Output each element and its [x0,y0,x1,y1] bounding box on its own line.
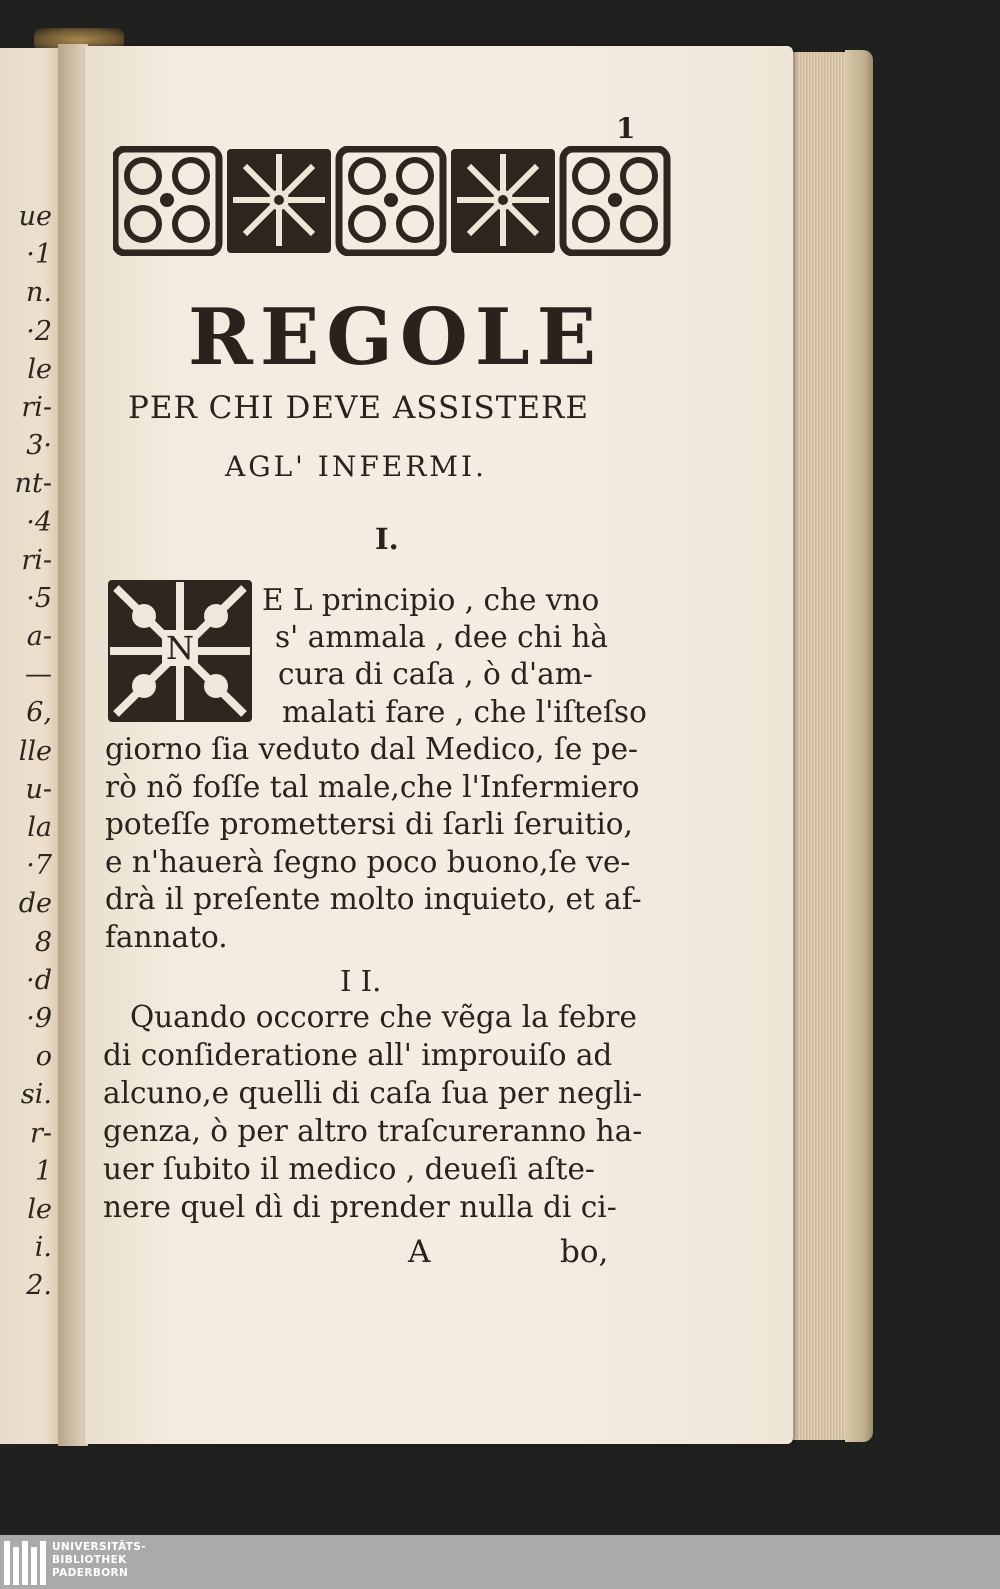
subtitle-line-1: PER CHI DEVE ASSISTERE [128,390,589,426]
left-edge-fragment: a- [26,621,52,653]
left-edge-fragment: ·d [26,964,52,996]
text-line: cura di caſa , ò d'am- [278,657,593,691]
left-edge-fragment: 6, [26,697,52,729]
text-line: malati fare , che l'iſteſso [282,695,647,729]
left-edge-fragment: de [18,888,52,920]
text-line: giorno ſia veduto dal Medico, ſe pe- [105,732,639,766]
text-line: poteſſe promettersi di ſarli ſeruitio, [105,807,633,841]
text-line: drà il preſente molto inquieto, et af- [105,882,642,916]
section-number-1: I. [375,522,399,556]
text-line: di conſideratione all' improuiſo ad [103,1038,613,1072]
left-edge-fragment: 2. [26,1270,52,1302]
page-number: 1 [616,112,636,145]
left-edge-fragment: ri- [21,391,52,423]
decorated-initial [106,578,254,724]
gutter [58,44,88,1446]
left-edge-fragment: lle [18,735,52,767]
left-edge-fragment: 8 [34,926,52,958]
text-line: nere quel dì di prender nulla di ci- [103,1190,617,1224]
left-edge-fragment: nt- [14,468,52,500]
left-edge-fragment: 3· [26,430,52,462]
page-title: REGOLE [188,292,604,383]
text-line: rò nõ foſſe tal male,che l'Infermiero [105,770,640,804]
left-edge-fragment: si. [20,1079,52,1111]
left-edge-fragment: — [25,659,52,691]
left-edge-fragment: ·2 [26,315,52,347]
text-line: uer ſubito il medico , deueſi aſte- [103,1152,595,1186]
ornamental-headpiece [113,146,673,256]
initial-letter: N [162,630,198,666]
ornament-block [115,149,219,253]
left-edge-fragment: r- [29,1117,52,1149]
page-fore-edge [793,52,849,1440]
left-edge-fragment: ·5 [26,582,52,614]
left-page-edge [0,48,62,1444]
library-footer [0,1535,1000,1589]
left-edge-fragment: ri- [21,544,52,576]
left-edge-fragment: u- [25,773,52,805]
section-number-2: I I. [340,964,382,998]
text-line: e n'hauerà ſegno poco buono,ſe ve- [105,845,631,879]
left-edge-fragment: ·4 [26,506,52,538]
left-edge-fragment: 1 [34,1155,52,1187]
left-page-edge-text [0,198,56,1305]
book-cover-edge [845,50,873,1442]
left-edge-fragment: o [35,1041,52,1073]
left-edge-fragment: ·9 [26,1002,52,1034]
left-edge-fragment: le [27,1193,52,1225]
library-name: UNIVERSITÄTS- BIBLIOTHEK PADERBORN [52,1541,147,1579]
left-edge-fragment: i. [34,1232,52,1264]
left-edge-fragment: ·1 [26,239,52,271]
signature-mark: A [408,1234,431,1270]
left-edge-fragment: la [27,812,52,843]
text-line: s' ammala , dee chi hà [275,620,608,654]
catchword: bo, [560,1234,609,1270]
left-edge-fragment: le [27,353,52,385]
text-line: fannato. [105,920,228,954]
left-edge-fragment: ue [18,201,52,232]
left-edge-fragment: ·7 [26,850,52,882]
text-line: alcuno,e quelli di caſa ſua per negli- [103,1076,643,1110]
subtitle-line-2: AGL' INFERMI. [225,450,487,483]
left-edge-fragment: n. [26,277,52,309]
library-logo-icon [4,1541,46,1585]
text-line: Quando occorre che vẽga la febre [130,1000,637,1034]
text-line: E L principio , che vno [262,583,600,617]
text-line: genza, ò per altro traſcureranno ha- [103,1114,643,1148]
